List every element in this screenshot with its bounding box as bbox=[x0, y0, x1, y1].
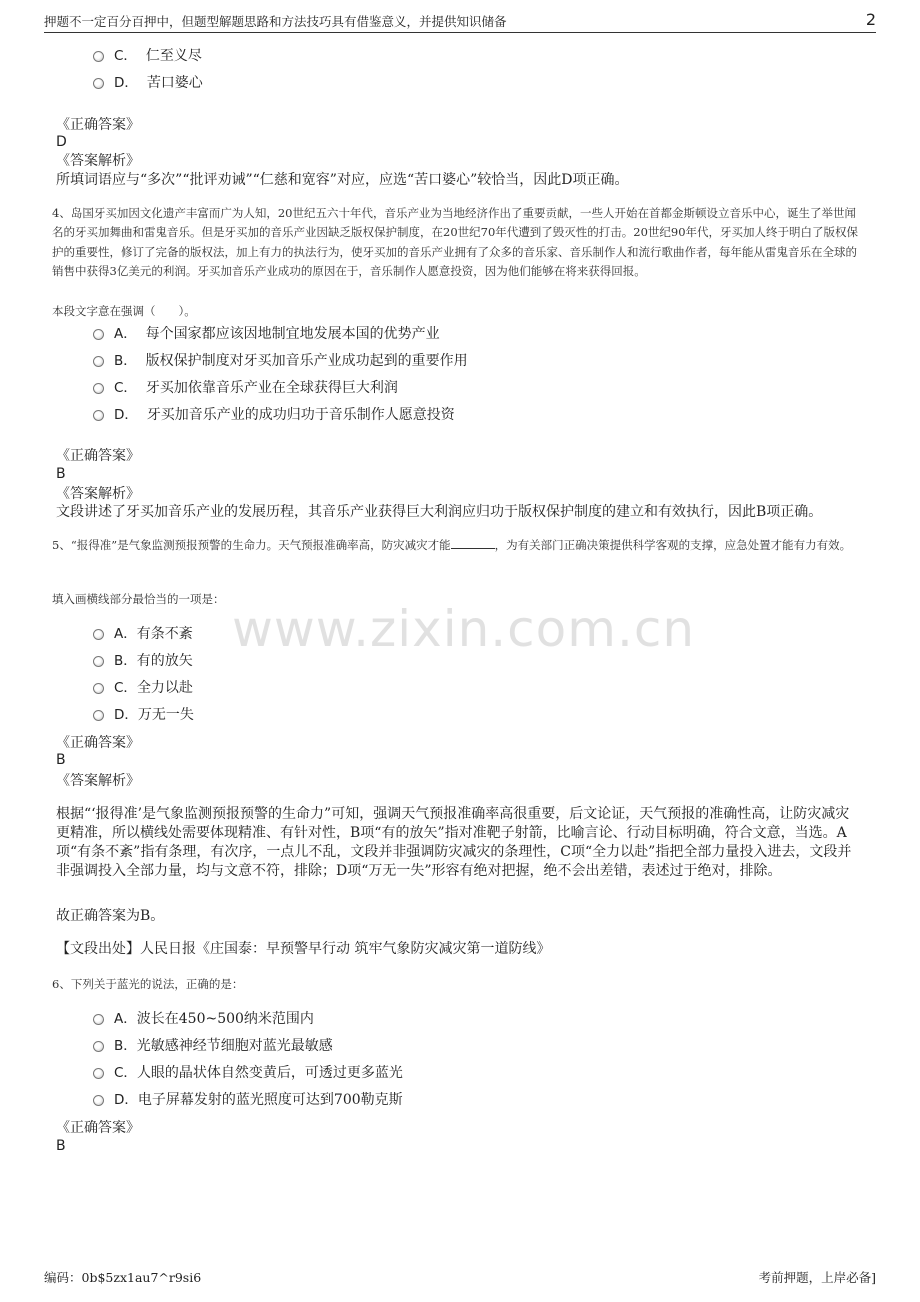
radio-icon[interactable] bbox=[93, 683, 104, 694]
q4-option-d[interactable]: D． 牙买加音乐产业的成功归功于音乐制作人愿意投资 bbox=[93, 405, 455, 425]
q5-option-b[interactable]: B．有的放矢 bbox=[93, 651, 193, 671]
radio-icon[interactable] bbox=[93, 710, 104, 721]
q3-option-c[interactable]: C． 仁至义尽 bbox=[93, 46, 202, 66]
q3-analysis-label: 《答案解析》 bbox=[56, 153, 140, 169]
watermark: www.zixin.com.cn bbox=[232, 600, 696, 658]
q5-analysis-label: 《答案解析》 bbox=[56, 773, 140, 789]
radio-icon[interactable] bbox=[93, 356, 104, 367]
q4-option-b[interactable]: B． 版权保护制度对牙买加音乐产业成功起到的重要作用 bbox=[93, 351, 468, 371]
radio-icon[interactable] bbox=[93, 329, 104, 340]
q5-analysis: 根据“‘报得准’是气象监测预报预警的生命力”可知，强调天气预报准确率高很重要，后文论证，天气预报的准确性高，让防灾减灾更精准，所以横线处需要体现精准、有针对性，B项“有的放矢”指对准靶子射箭，比喻言论、行动目标明确，符合文意，当选。A项“有条不紊”指有条理，有次序，一点儿不乱，文段并非强调防灾减灾的条理性，C项“全力以赴”指把全部力量投入进去，文段并非强调投入全部力量，均与文意不符，排除；D项“万无一失”形容有绝对把握，绝不会出差错，表述过于绝对，排除。 bbox=[56, 806, 852, 879]
q6-option-a[interactable]: A．波长在450~500纳米范围内 bbox=[93, 1009, 314, 1029]
q5-option-a[interactable]: A．有条不紊 bbox=[93, 624, 193, 644]
q4-prompt: 本段文字意在强调（ ）。 bbox=[52, 304, 196, 318]
q4-option-c[interactable]: C． 牙买加依靠音乐产业在全球获得巨大利润 bbox=[93, 378, 398, 398]
q4-stem: 4、岛国牙买加因文化遗产丰富而广为人知，20世纪五六十年代，音乐产业为当地经济作出了重要贡献，一些人开始在首都金斯顿设立音乐中心，诞生了举世闻名的牙买加舞曲和雷鬼音乐。但是牙买加的音乐产业因缺乏版权保护制度，在20世纪70年代遭到了毁灭性的打击。20世纪90年代，牙买加人终于明白了版权保护的重要性，修订了完备的版权法，加上有力的执法行为，使牙买加的音乐产业拥有了众多的音乐家、音乐制作人和流行歌曲作者，每年能从雷鬼音乐在全球的销售中获得3亿美元的利润。牙买加音乐产业成功的原因在于，音乐制作人愿意投资，因为他们能够在将来获得回报。 bbox=[52, 206, 859, 279]
q5-answer-label: 《正确答案》 bbox=[56, 735, 140, 751]
q6-stem: 6、下列关于蓝光的说法，正确的是： bbox=[52, 977, 244, 991]
page-header bbox=[44, 12, 876, 33]
q5-conclusion: 故正确答案为B。 bbox=[56, 908, 165, 924]
q5-prompt: 填入画横线部分最恰当的一项是： bbox=[52, 592, 225, 606]
footer-slogan: 考前押题，上岸必备] bbox=[758, 1270, 876, 1285]
q3-option-d[interactable]: D． 苦口婆心 bbox=[93, 73, 203, 93]
radio-icon[interactable] bbox=[93, 383, 104, 394]
q4-answer-label: 《正确答案》 bbox=[56, 448, 140, 464]
q6-answer-label: 《正确答案》 bbox=[56, 1120, 140, 1136]
page-number: 2 bbox=[865, 10, 876, 29]
q5-answer: B bbox=[56, 752, 66, 768]
q5-option-d[interactable]: D．万无一失 bbox=[93, 705, 194, 725]
q6-option-b[interactable]: B．光敏感神经节细胞对蓝光最敏感 bbox=[93, 1036, 333, 1056]
q4-analysis: 文段讲述了牙买加音乐产业的发展历程，其音乐产业获得巨大利润应归功于版权保护制度的建立和有效执行，因此B项正确。 bbox=[56, 504, 823, 520]
radio-icon[interactable] bbox=[93, 1095, 104, 1106]
radio-icon[interactable] bbox=[93, 629, 104, 640]
footer-code: 编码：0b$5zx1au7^r9si6 bbox=[44, 1270, 202, 1285]
radio-icon[interactable] bbox=[93, 1068, 104, 1079]
q4-answer: B bbox=[56, 466, 66, 482]
q6-option-d[interactable]: D．电子屏幕发射的蓝光照度可达到700勒克斯 bbox=[93, 1090, 403, 1110]
q3-answer: D bbox=[56, 134, 67, 150]
q6-answer: B bbox=[56, 1138, 66, 1154]
q6-option-c[interactable]: C．人眼的晶状体自然变黄后，可透过更多蓝光 bbox=[93, 1063, 403, 1083]
radio-icon[interactable] bbox=[93, 656, 104, 667]
radio-icon[interactable] bbox=[93, 410, 104, 421]
q5-option-c[interactable]: C．全力以赴 bbox=[93, 678, 193, 698]
q5-stem: 5、“报得准”是气象监测预报预警的生命力。天气预报准确率高，防灾减灾才能 ，为有关部门正确决策提供科学客观的支撑，应急处置才能有力有效。 bbox=[52, 538, 852, 552]
radio-icon[interactable] bbox=[93, 1041, 104, 1052]
q3-analysis: 所填词语应与“多次”“批评劝诫”“仁慈和宽容”对应，应选“苦口婆心”较恰当，因此D项正确。 bbox=[56, 172, 629, 188]
fill-blank bbox=[451, 536, 495, 549]
header-title: 押题不一定百分百押中，但题型解题思路和方法技巧具有借鉴意义，并提供知识储备 bbox=[44, 14, 507, 29]
q3-answer-label: 《正确答案》 bbox=[56, 117, 140, 133]
q4-analysis-label: 《答案解析》 bbox=[56, 486, 140, 502]
radio-icon[interactable] bbox=[93, 78, 104, 89]
radio-icon[interactable] bbox=[93, 1014, 104, 1025]
radio-icon[interactable] bbox=[93, 51, 104, 62]
q5-source: 【文段出处】人民日报《庄国泰：早预警早行动 筑牢气象防灾减灾第一道防线》 bbox=[56, 941, 551, 957]
q4-option-a[interactable]: A． 每个国家都应该因地制宜地发展本国的优势产业 bbox=[93, 324, 440, 344]
